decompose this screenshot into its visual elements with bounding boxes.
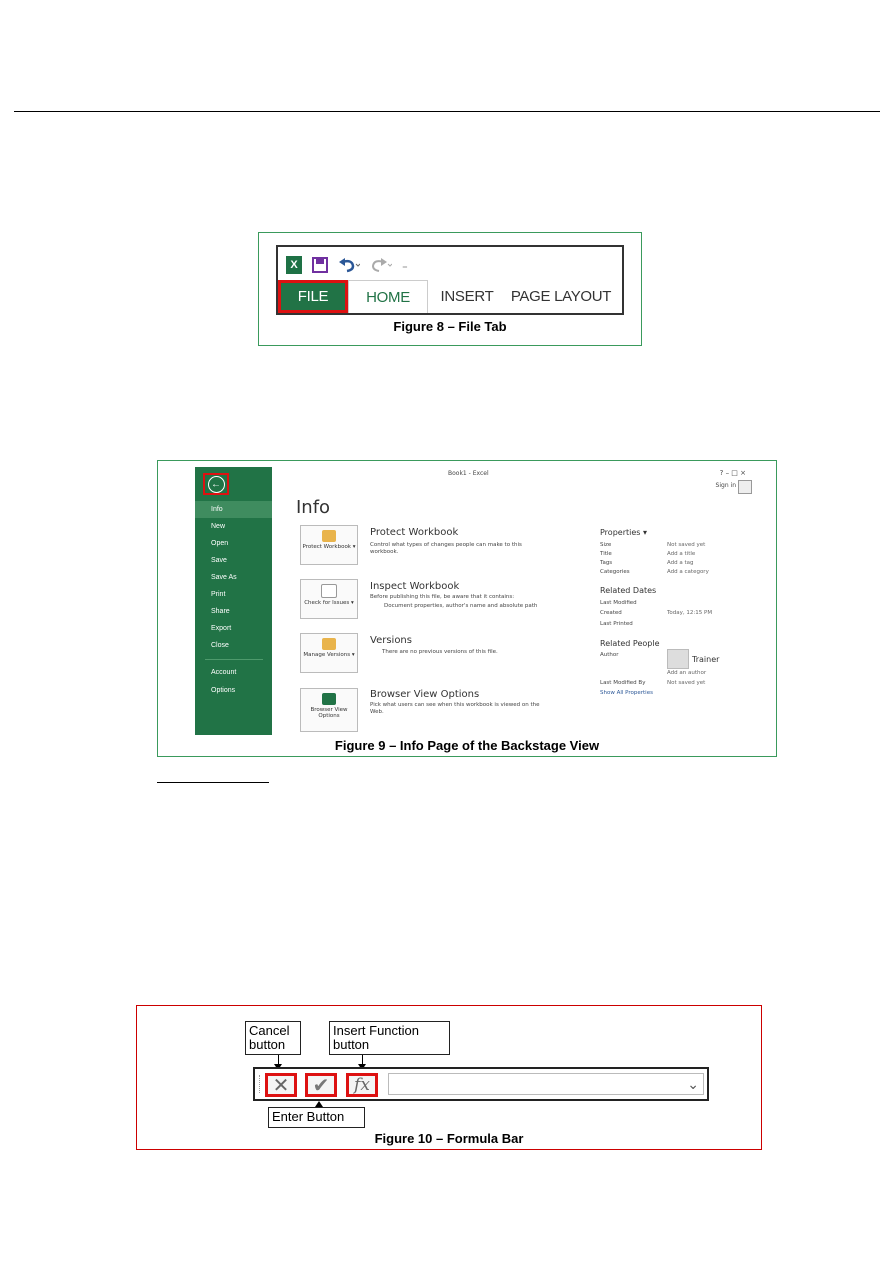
- window-controls[interactable]: ? – □ ×: [719, 469, 746, 477]
- cancel-icon: ✕: [272, 1074, 290, 1097]
- prop-key: Tags: [600, 560, 613, 566]
- last-modified-by-label: Last Modified By: [600, 680, 646, 686]
- redo-icon[interactable]: [370, 257, 392, 273]
- tab-insert[interactable]: INSERT: [440, 288, 494, 305]
- figure-8: [258, 232, 642, 346]
- cancel-callout: Cancel button: [245, 1021, 301, 1055]
- section-description: Pick what users can see when this workbook is viewed on the Web.: [370, 702, 540, 715]
- figure-9-caption: Figure 9 – Info Page of the Backstage View: [334, 738, 600, 753]
- tab-page-layout[interactable]: PAGE LAYOUT: [510, 288, 612, 305]
- browser-view-options-button[interactable]: [300, 688, 358, 732]
- sidebar-divider: [205, 659, 263, 660]
- figure-8-caption: Figure 8 – File Tab: [393, 319, 507, 334]
- back-button[interactable]: [203, 473, 229, 495]
- related-people-heading: Related People: [600, 639, 660, 648]
- customize-icon[interactable]: ₌: [402, 259, 408, 272]
- prop-key: Size: [600, 542, 612, 548]
- prop-value: Not saved yet: [667, 542, 706, 548]
- figure-10: [136, 1005, 762, 1150]
- grip-handle[interactable]: [259, 1075, 264, 1093]
- tile-label: Browser View Options: [310, 707, 348, 719]
- sidebar-item-open[interactable]: Open: [211, 540, 229, 547]
- prop-value[interactable]: Add a tag: [667, 560, 694, 566]
- section-bullet: Document properties, author's name and absolute path: [384, 603, 538, 609]
- check-for-issues-button[interactable]: [300, 579, 358, 619]
- window-title: Book1 - Excel: [448, 470, 489, 477]
- last-modified-by-value: Not saved yet: [667, 680, 706, 686]
- tile-label: Check for Issues ▾: [304, 600, 354, 606]
- lock-icon: [322, 530, 336, 542]
- sidebar-item-options[interactable]: Options: [211, 687, 236, 694]
- sidebar-item-new[interactable]: New: [211, 523, 226, 530]
- date-key: Last Printed: [600, 621, 633, 627]
- related-dates-heading: Related Dates: [600, 586, 657, 595]
- figure-9: [157, 460, 777, 757]
- figure-10-caption: Figure 10 – Formula Bar: [374, 1131, 524, 1146]
- formula-input[interactable]: [388, 1073, 704, 1095]
- enter-button[interactable]: [305, 1073, 337, 1097]
- backstage-main: [272, 467, 754, 735]
- heading-underline: [157, 782, 269, 783]
- author-name: Trainer: [692, 655, 720, 664]
- tile-label: Manage Versions ▾: [303, 652, 355, 658]
- prop-key: Categories: [600, 569, 630, 575]
- sign-in-link[interactable]: Sign in: [715, 482, 736, 489]
- date-key: Created: [600, 610, 622, 616]
- add-author-link[interactable]: Add an author: [667, 670, 707, 676]
- show-all-properties-link[interactable]: Show All Properties: [600, 690, 653, 696]
- checkmark-icon: ✔: [312, 1074, 330, 1097]
- sidebar-item-close[interactable]: Close: [211, 642, 229, 649]
- user-avatar-icon: [738, 480, 752, 494]
- chevron-down-icon[interactable]: ⌄: [687, 1076, 699, 1092]
- ribbon-tabs: [278, 280, 622, 313]
- manage-versions-button[interactable]: [300, 633, 358, 673]
- section-heading: Protect Workbook: [370, 527, 459, 538]
- excel-ribbon-crop: [276, 245, 624, 315]
- prop-value[interactable]: Add a category: [667, 569, 709, 575]
- insert-function-button[interactable]: [346, 1073, 378, 1097]
- tab-home[interactable]: HOME: [348, 280, 428, 313]
- quick-access-toolbar: [286, 253, 408, 277]
- backstage-sidebar: [195, 467, 272, 735]
- date-key: Last Modified: [600, 600, 637, 606]
- section-heading: Versions: [370, 635, 412, 646]
- fx-icon: fx: [354, 1075, 370, 1095]
- inspect-document-icon: [321, 584, 337, 598]
- header-rule: [14, 111, 880, 112]
- browser-view-icon: [322, 693, 336, 705]
- sidebar-item-share[interactable]: Share: [211, 608, 230, 615]
- versions-icon: [322, 638, 336, 650]
- section-description: Control what types of changes people can make to this workbook.: [370, 542, 522, 555]
- sidebar-item-print[interactable]: Print: [211, 591, 226, 598]
- cancel-button[interactable]: [265, 1073, 297, 1097]
- section-heading: Browser View Options: [370, 689, 480, 700]
- properties-heading[interactable]: Properties ▾: [600, 528, 647, 537]
- author-avatar-icon: [667, 649, 689, 669]
- prop-value[interactable]: Add a title: [667, 551, 696, 557]
- protect-workbook-button[interactable]: [300, 525, 358, 565]
- tab-file[interactable]: FILE: [278, 280, 348, 313]
- back-arrow-icon: ←: [208, 476, 225, 493]
- save-icon[interactable]: [312, 257, 328, 273]
- formula-bar: [253, 1067, 709, 1101]
- sidebar-item-account[interactable]: Account: [211, 669, 237, 676]
- insert-function-callout: Insert Function button: [329, 1021, 450, 1055]
- sidebar-item-info[interactable]: Info: [195, 501, 272, 518]
- date-value: Today, 12:15 PM: [667, 610, 713, 616]
- enter-callout: Enter Button: [268, 1107, 365, 1128]
- section-description: Before publishing this file, be aware that it contains:: [370, 594, 515, 600]
- sidebar-item-save-as[interactable]: Save As: [211, 574, 237, 581]
- prop-key: Title: [600, 551, 612, 557]
- undo-icon[interactable]: [338, 257, 360, 273]
- author-label: Author: [600, 652, 619, 658]
- excel-icon: X: [286, 256, 302, 274]
- tile-label: Protect Workbook ▾: [302, 544, 356, 550]
- page-title: Info: [296, 497, 331, 518]
- sidebar-item-export[interactable]: Export: [211, 625, 232, 632]
- section-description: There are no previous versions of this file.: [382, 649, 498, 655]
- section-heading: Inspect Workbook: [370, 581, 460, 592]
- sidebar-item-save[interactable]: Save: [211, 557, 227, 564]
